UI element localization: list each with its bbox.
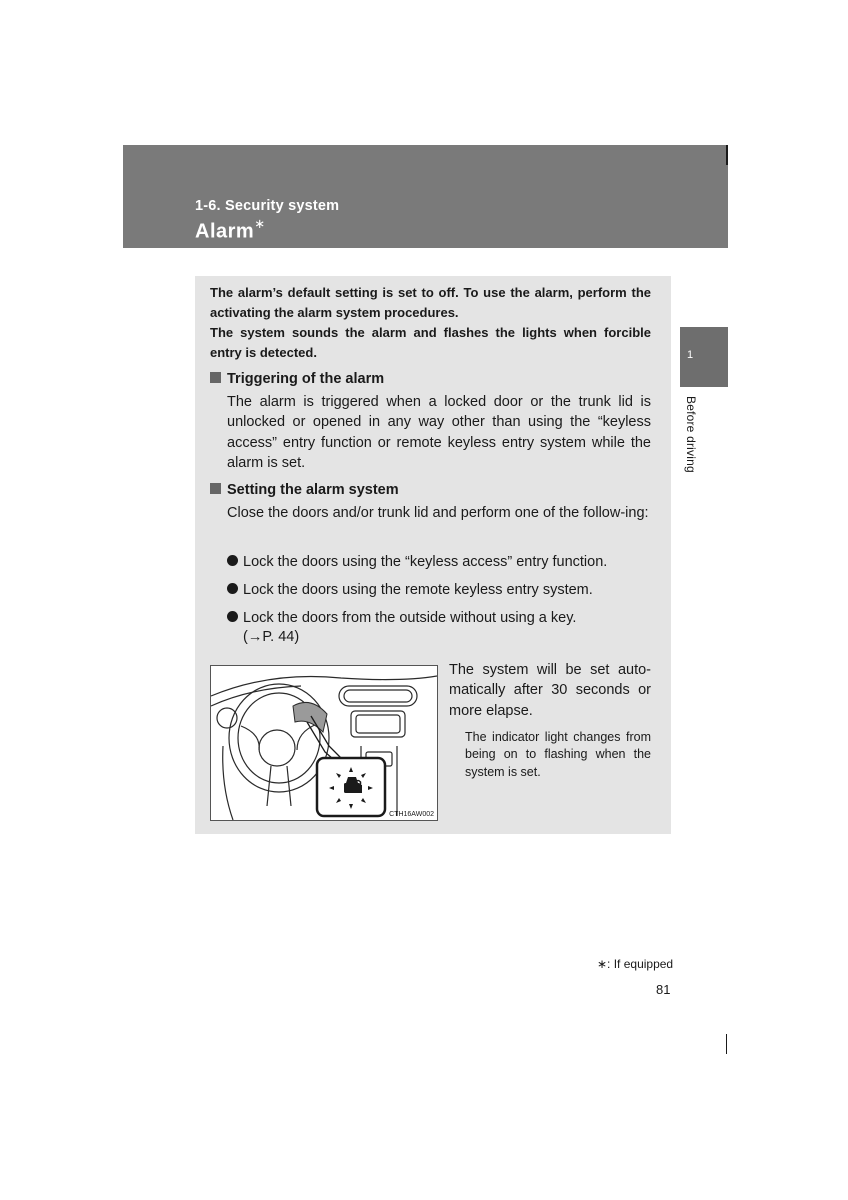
list-item bbox=[227, 580, 651, 600]
figure-code: CTH16AW002 bbox=[389, 811, 434, 818]
bullet-dot-icon bbox=[227, 583, 238, 594]
intro-paragraph-1: The alarm’s default setting is set to off. To use the alarm, perform the activating the alarm system procedures. bbox=[210, 285, 651, 320]
page-title bbox=[195, 218, 266, 244]
header-edge-mark bbox=[726, 145, 728, 165]
heading-setting-label: Setting the alarm system bbox=[227, 482, 399, 498]
intro-paragraph-2: The system sounds the alarm and flashes the lights when forcible entry is detected. bbox=[210, 325, 651, 360]
footnote: ∗: If equipped bbox=[597, 957, 674, 971]
chapter-label: Before driving bbox=[684, 396, 698, 473]
figure-note: The indicator light changes from being on to flashing when the system is set. bbox=[465, 730, 651, 779]
list-item-text: Lock the doors using the remote keyless entry system. bbox=[243, 582, 593, 598]
list-item bbox=[227, 608, 651, 628]
bullet-dot-icon bbox=[227, 611, 238, 622]
figure-caption: The system will be set auto-matically after 30 seconds or more elapse. bbox=[449, 662, 651, 719]
heading-triggering-label: Triggering of the alarm bbox=[227, 371, 385, 387]
chapter-number: 1 bbox=[687, 349, 694, 361]
page-number: 81 bbox=[656, 982, 671, 997]
title-equipped-mark: ∗ bbox=[254, 216, 266, 231]
heading-setting bbox=[210, 482, 399, 498]
setting-text: Close the doors and/or trunk lid and perform one of the follow-ing: bbox=[227, 505, 649, 521]
heading-triggering bbox=[210, 371, 384, 387]
dashboard-illustration bbox=[210, 665, 438, 821]
list-item-text: Lock the doors using the “keyless access” entry function. bbox=[243, 554, 608, 570]
dashboard-drawing bbox=[211, 666, 437, 820]
page-title-text: Alarm bbox=[195, 220, 255, 243]
list-item bbox=[227, 552, 651, 572]
intro-text bbox=[210, 283, 651, 363]
square-bullet-icon bbox=[210, 483, 221, 494]
margin-mark bbox=[726, 1034, 727, 1054]
bullet-dot-icon bbox=[227, 555, 238, 566]
list-item-text: Lock the doors from the outside without using a key. bbox=[243, 610, 577, 626]
section-label: 1-6. Security system bbox=[195, 198, 340, 214]
square-bullet-icon bbox=[210, 372, 221, 383]
page-reference: (→P. 44) bbox=[243, 629, 300, 645]
triggering-text: The alarm is triggered when a locked door or the trunk lid is unlocked or opened in any way other than using the “keyless access” entry function or remote keyless entry system while the alarm is set. bbox=[227, 394, 651, 471]
